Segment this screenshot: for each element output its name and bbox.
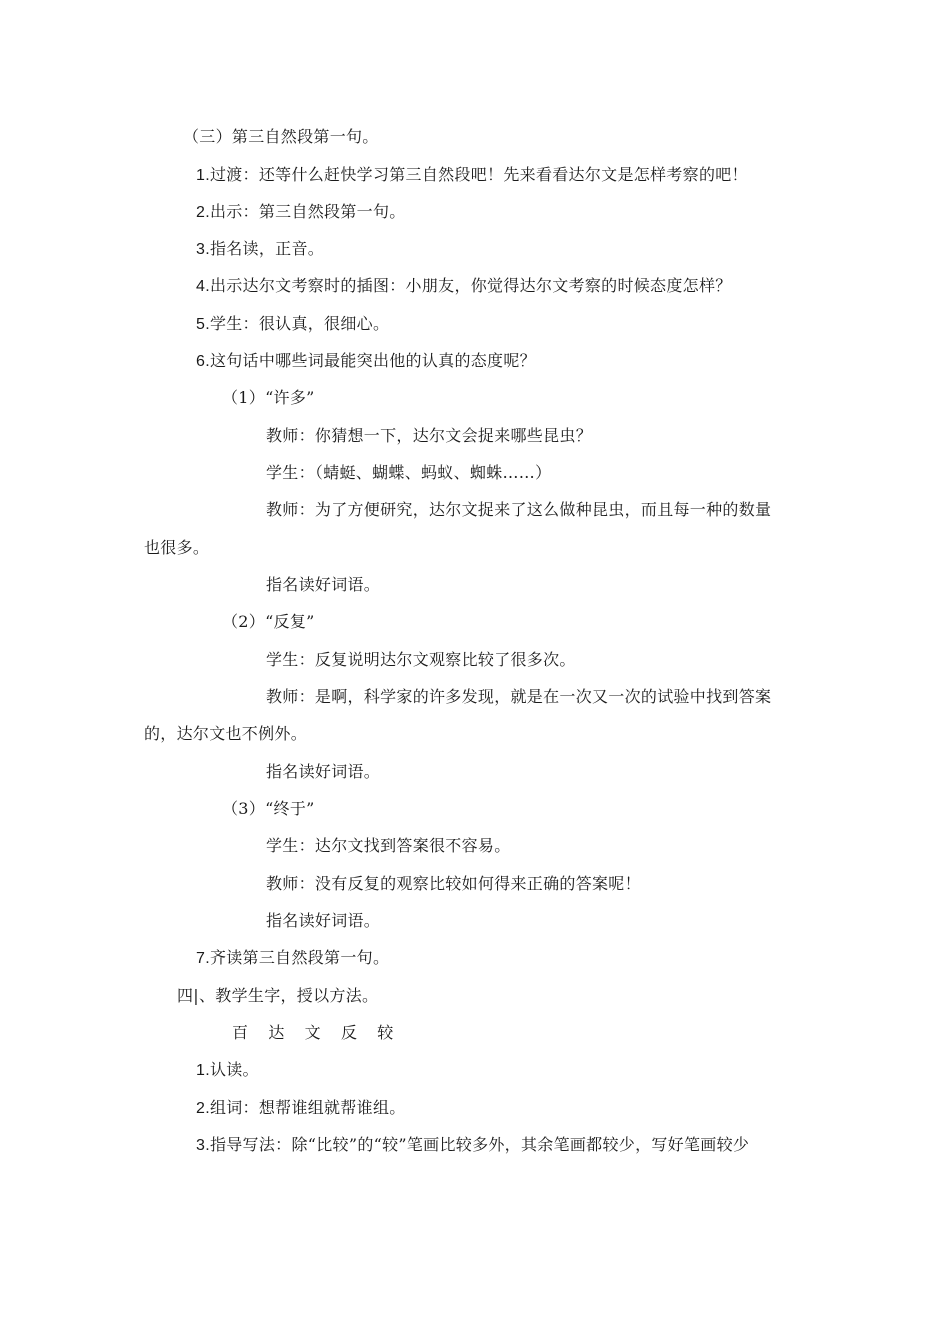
sub3-label: （3）“终于”	[222, 799, 315, 818]
character: 文	[304, 1023, 321, 1042]
sub1-teacher-line-2b: 也很多。	[144, 538, 210, 557]
item-number: 5.	[196, 316, 210, 333]
item-text: 过渡：还等什么赶快学习第三自然段吧！先来看看达尔文是怎样考察的吧！	[209, 165, 748, 184]
item-text: 齐读第三自然段第一句。	[209, 948, 390, 967]
sub2-teacher-line-b: 的，达尔文也不例外。	[144, 724, 308, 743]
sub2-label: （2）“反复”	[222, 612, 315, 631]
item-7	[196, 948, 389, 969]
item-text: 学生：很认真，很细心。	[209, 314, 390, 333]
item-6	[196, 351, 536, 372]
sub2-read-line: 指名读好词语。	[266, 762, 381, 781]
item-text: 这句话中哪些词最能突出他的认真的态度呢？	[209, 351, 536, 370]
sub1-teacher-line-2a: 教师：为了方便研究，达尔文捉来了这么做种昆虫，而且每一种的数量	[266, 500, 772, 519]
item-number: 2.	[196, 204, 210, 221]
s4-item-2	[196, 1098, 406, 1119]
sub1-read-line: 指名读好词语。	[266, 575, 381, 594]
item-text: 认读。	[209, 1060, 259, 1079]
sub1-teacher-line: 教师：你猜想一下，达尔文会捉来哪些昆虫？	[266, 426, 593, 445]
item-number: 2.	[196, 1100, 210, 1117]
character: 反	[340, 1023, 358, 1042]
item-text: 指导写法：除“比较”的“较”笔画比较多外，其余笔画都较少，写好笔画较少	[209, 1135, 750, 1154]
section4-heading: 四|、教学生字，授以方法。	[177, 986, 379, 1005]
section3-heading: （三）第三自然段第一句。	[183, 127, 379, 146]
character: 百	[232, 1023, 249, 1042]
item-text: 出示达尔文考察时的插图：小朋友，你觉得达尔文考察的时候态度怎样？	[209, 276, 732, 295]
item-text: 指名读，正音。	[209, 239, 325, 258]
item-4	[196, 276, 732, 297]
item-1	[196, 165, 748, 186]
item-number: 3.	[196, 241, 210, 258]
item-text: 出示：第三自然段第一句。	[209, 202, 406, 221]
character-list	[232, 1023, 394, 1043]
character: 较	[377, 1023, 394, 1042]
sub2-teacher-line-a: 教师：是啊，科学家的许多发现，就是在一次又一次的试验中找到答案	[266, 687, 772, 706]
item-text: 组词：想帮谁组就帮谁组。	[209, 1098, 406, 1117]
sub1-label: （1）“许多”	[222, 388, 315, 407]
item-2	[196, 202, 406, 223]
item-number: 4.	[196, 278, 210, 295]
item-5	[196, 314, 389, 335]
sub3-student-line: 学生：达尔文找到答案很不容易。	[266, 836, 511, 855]
sub2-student-line: 学生：反复说明达尔文观察比较了很多次。	[266, 650, 576, 669]
s4-item-3	[196, 1135, 749, 1156]
sub1-student-line: 学生：（蜻蜓、蝴蝶、蚂蚁、蜘蛛……）	[266, 463, 552, 482]
character: 达	[268, 1023, 285, 1042]
item-number: 1.	[196, 167, 210, 184]
item-number: 6.	[196, 353, 210, 370]
item-number: 1.	[196, 1062, 210, 1079]
sub3-teacher-line: 教师：没有反复的观察比较如何得来正确的答案呢！	[266, 874, 641, 893]
item-number: 7.	[196, 950, 210, 967]
sub3-read-line: 指名读好词语。	[266, 911, 381, 930]
item-3	[196, 239, 324, 260]
item-number: 3.	[196, 1137, 210, 1154]
s4-item-1	[196, 1060, 259, 1081]
